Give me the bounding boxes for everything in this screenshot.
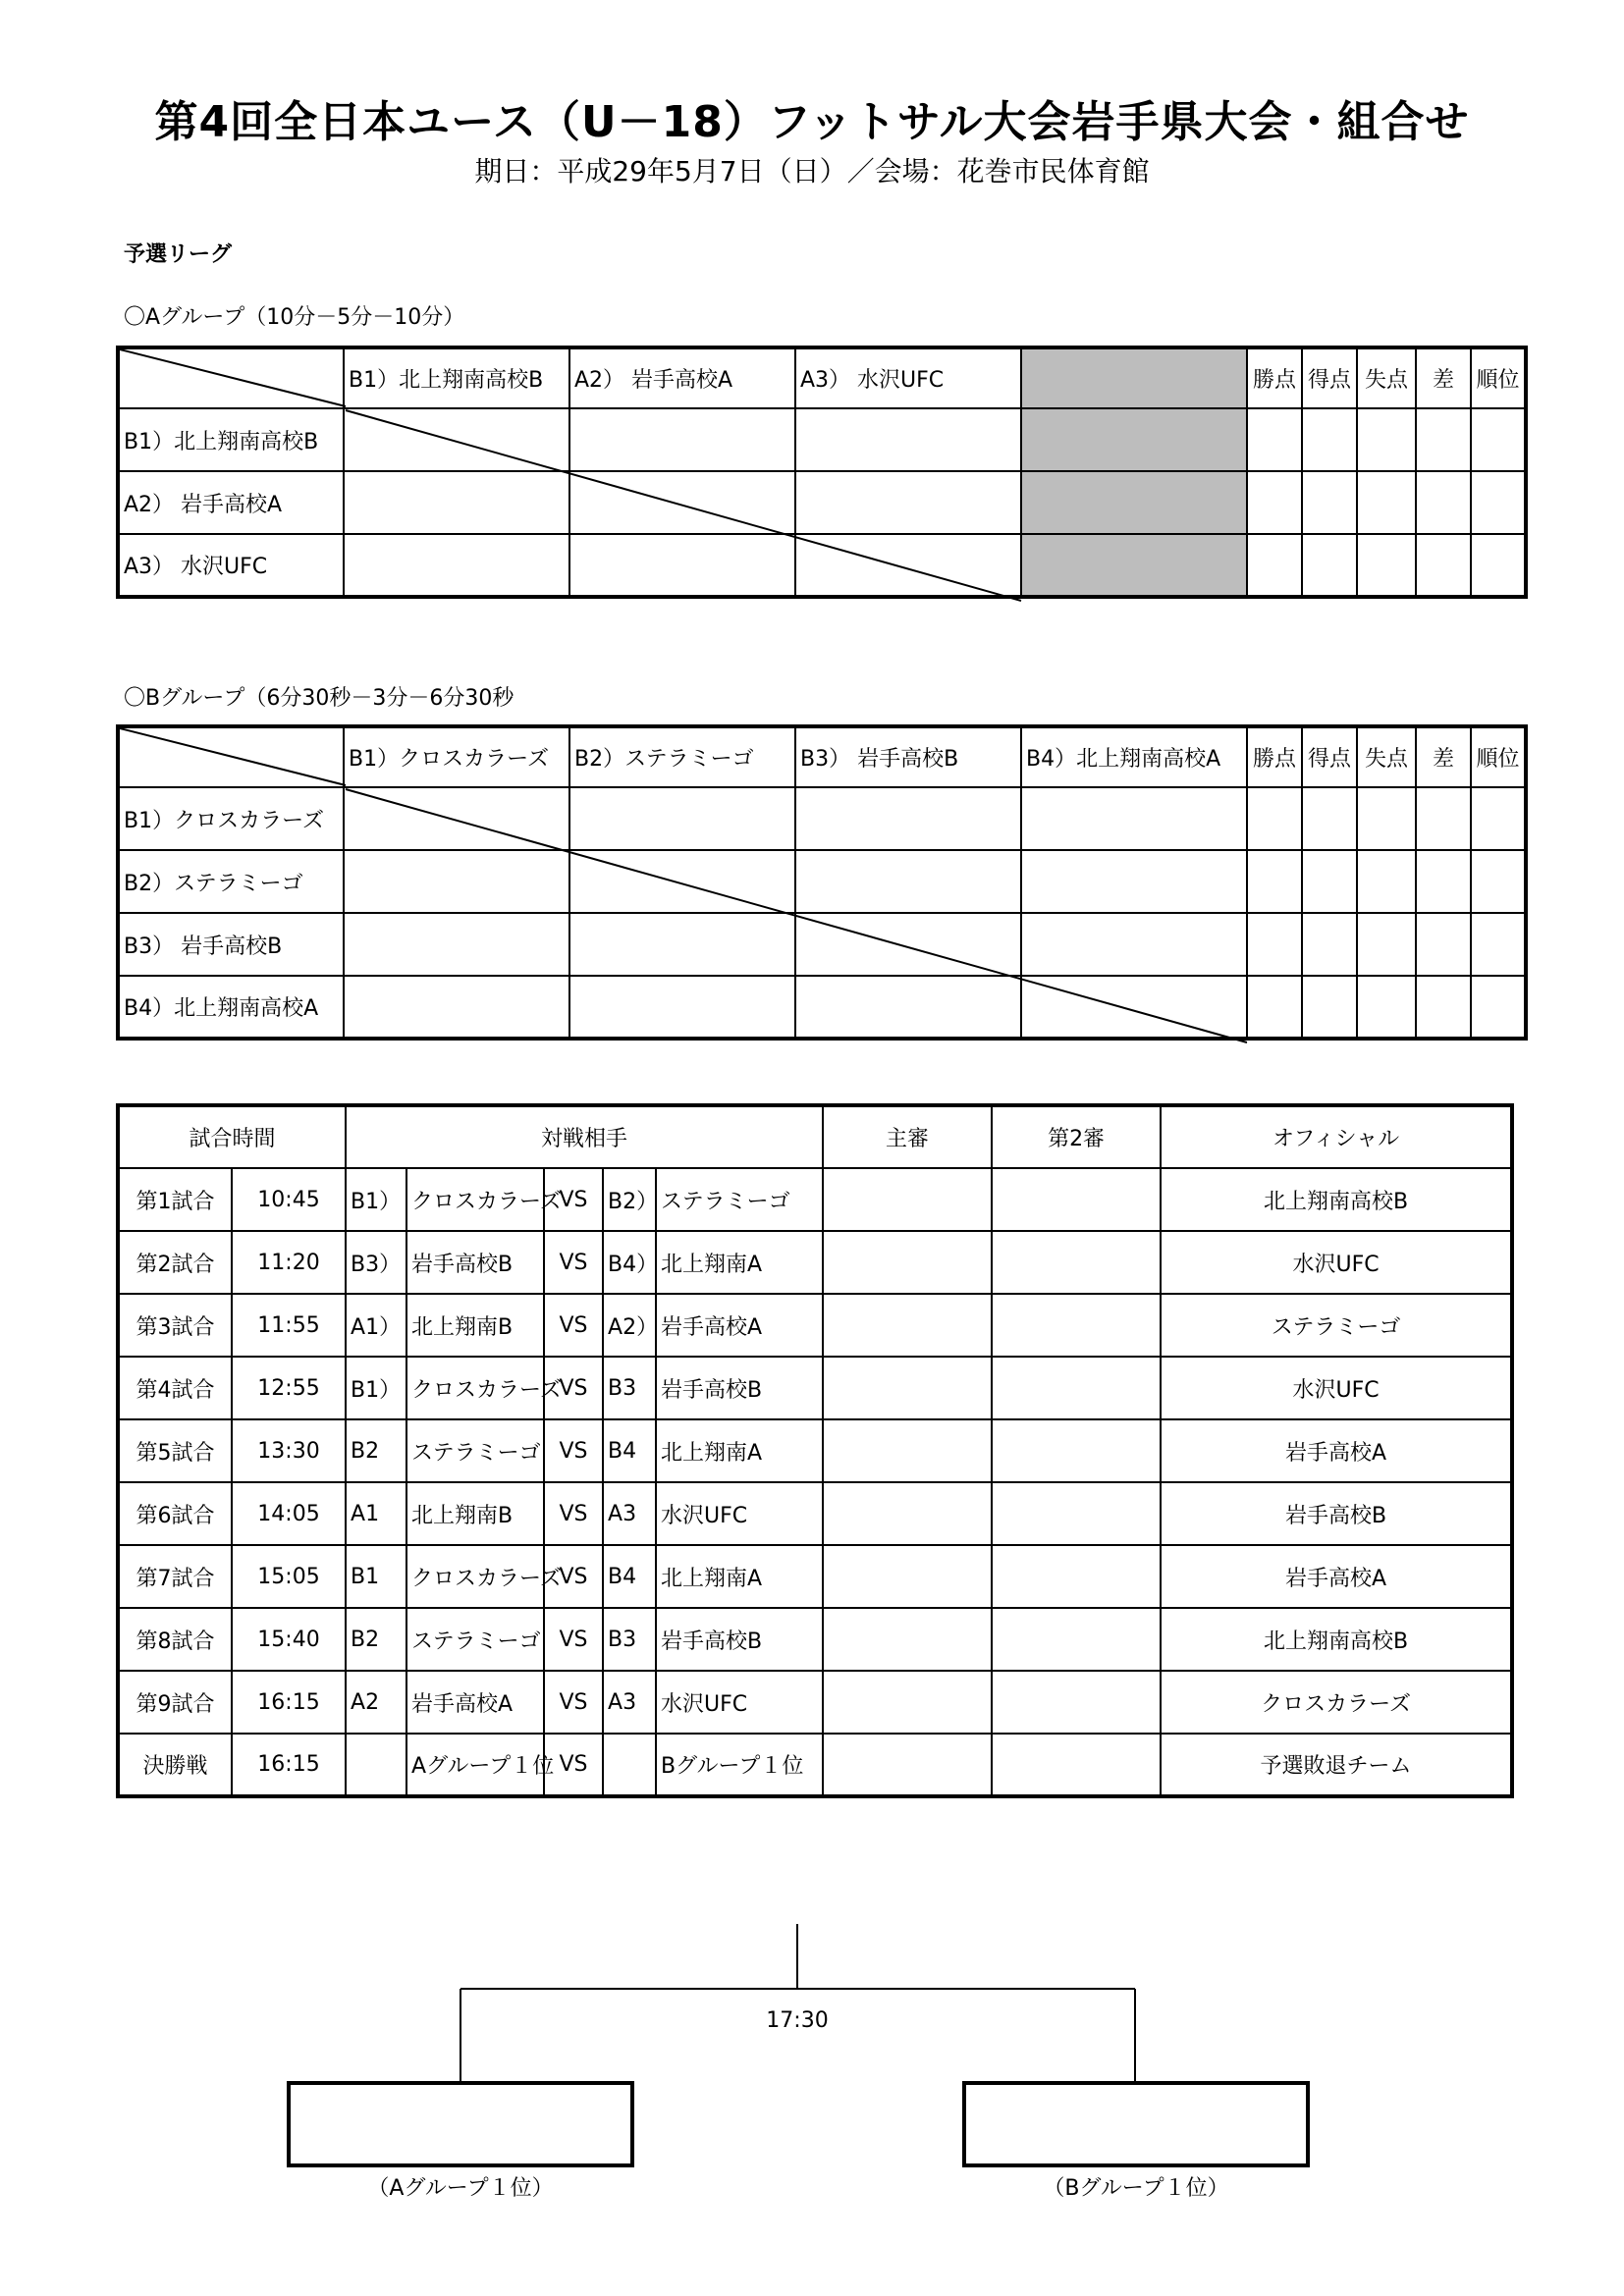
team2-name: 水沢UFC xyxy=(656,1482,823,1545)
group-b-row-header: B4）北上翔南高校A xyxy=(118,976,344,1039)
team2-name: 岩手高校B xyxy=(656,1357,823,1419)
match-time: 11:55 xyxy=(232,1294,346,1357)
match-number: 決勝戦 xyxy=(118,1734,232,1796)
match-number: 第1試合 xyxy=(118,1168,232,1231)
team1-name: ステラミーゴ xyxy=(406,1419,544,1482)
group-a-points-header: 勝点 xyxy=(1247,347,1302,408)
vs-label: VS xyxy=(544,1482,603,1545)
group-b-row-header: B1）クロスカラーズ xyxy=(118,787,344,850)
match-time: 12:55 xyxy=(232,1357,346,1419)
team1-code: A2 xyxy=(346,1671,406,1734)
official-team: 岩手高校A xyxy=(1161,1545,1512,1608)
group-a-goals-against-header: 失点 xyxy=(1357,347,1416,408)
match-number: 第2試合 xyxy=(118,1231,232,1294)
group-a-col-header: A3） 水沢UFC xyxy=(795,347,1021,408)
team2-name: Bグループ１位 xyxy=(656,1734,823,1796)
vs-label: VS xyxy=(544,1419,603,1482)
official-team: クロスカラーズ xyxy=(1161,1671,1512,1734)
group-b-rank-header: 順位 xyxy=(1471,726,1526,787)
group-b-row-header: B2）ステラミーゴ xyxy=(118,850,344,913)
page-subtitle: 期日：平成29年5月7日（日）／会場：花巻市民体育館 xyxy=(474,155,1150,187)
group-b-goals-against-header: 失点 xyxy=(1357,726,1416,787)
team2-code: A3 xyxy=(603,1671,656,1734)
final-team-a-box[interactable] xyxy=(287,2081,634,2167)
group-b-col-header: B3） 岩手高校B xyxy=(795,726,1021,787)
team1-code: B2 xyxy=(346,1419,406,1482)
match-time: 13:30 xyxy=(232,1419,346,1482)
official-team: 岩手高校B xyxy=(1161,1482,1512,1545)
team1-code: A1） xyxy=(346,1294,406,1357)
header-match-time: 試合時間 xyxy=(118,1105,346,1168)
team1-code: B1） xyxy=(346,1168,406,1231)
vs-label: VS xyxy=(544,1545,603,1608)
group-a-row-header: A2） 岩手高校A xyxy=(118,471,344,534)
match-number: 第7試合 xyxy=(118,1545,232,1608)
team2-name: 北上翔南A xyxy=(656,1545,823,1608)
official-team: 予選敗退チーム xyxy=(1161,1734,1512,1796)
header-official: オフィシャル xyxy=(1161,1105,1512,1168)
group-b-col-header: B1）クロスカラーズ xyxy=(344,726,569,787)
group-a-goals-for-header: 得点 xyxy=(1302,347,1357,408)
team2-name: 水沢UFC xyxy=(656,1671,823,1734)
team1-name: 岩手高校A xyxy=(406,1671,544,1734)
team2-code: B4 xyxy=(603,1545,656,1608)
match-number: 第8試合 xyxy=(118,1608,232,1671)
official-team: ステラミーゴ xyxy=(1161,1294,1512,1357)
match-number: 第5試合 xyxy=(118,1419,232,1482)
team2-name: 北上翔南A xyxy=(656,1419,823,1482)
final-team-a-caption: （Aグループ１位） xyxy=(367,2176,554,2201)
team1-code: A1 xyxy=(346,1482,406,1545)
team1-name: 岩手高校B xyxy=(406,1231,544,1294)
team2-code: A2） xyxy=(603,1294,656,1357)
team2-code: B4） xyxy=(603,1231,656,1294)
official-team: 水沢UFC xyxy=(1161,1231,1512,1294)
team1-code: B3） xyxy=(346,1231,406,1294)
vs-label: VS xyxy=(544,1357,603,1419)
official-team: 水沢UFC xyxy=(1161,1357,1512,1419)
group-a-diff-header: 差 xyxy=(1416,347,1471,408)
group-b-row-header: B3） 岩手高校B xyxy=(118,913,344,976)
group-a-label: 〇Aグループ（10分－5分－10分） xyxy=(124,305,465,330)
team2-name: ステラミーゴ xyxy=(656,1168,823,1231)
match-time: 15:05 xyxy=(232,1545,346,1608)
group-a-row-header: A3） 水沢UFC xyxy=(118,534,344,597)
group-a-row-header: B1）北上翔南高校B xyxy=(118,408,344,471)
group-b-diff-header: 差 xyxy=(1416,726,1471,787)
match-time: 16:15 xyxy=(232,1671,346,1734)
header-opponents: 対戦相手 xyxy=(346,1105,823,1168)
official-team: 北上翔南高校B xyxy=(1161,1608,1512,1671)
team2-code: B4 xyxy=(603,1419,656,1482)
section-label: 予選リーグ xyxy=(124,242,233,267)
match-number: 第6試合 xyxy=(118,1482,232,1545)
group-a-col-header: A2） 岩手高校A xyxy=(569,347,795,408)
team1-name: クロスカラーズ xyxy=(406,1168,544,1231)
team1-name: 北上翔南B xyxy=(406,1294,544,1357)
vs-label: VS xyxy=(544,1294,603,1357)
team1-name: クロスカラーズ xyxy=(406,1545,544,1608)
team1-code: B1） xyxy=(346,1357,406,1419)
team1-name: 北上翔南B xyxy=(406,1482,544,1545)
group-b-col-header: B4）北上翔南高校A xyxy=(1021,726,1247,787)
final-team-b-caption: （Bグループ１位） xyxy=(1043,2176,1229,2201)
header-second-referee: 第2審 xyxy=(992,1105,1161,1168)
vs-label: VS xyxy=(544,1734,603,1796)
group-b-points-header: 勝点 xyxy=(1247,726,1302,787)
match-time: 11:20 xyxy=(232,1231,346,1294)
match-time: 16:15 xyxy=(232,1734,346,1796)
group-a-rank-header: 順位 xyxy=(1471,347,1526,408)
team2-code: A3 xyxy=(603,1482,656,1545)
final-team-b-box[interactable] xyxy=(962,2081,1310,2167)
official-team: 岩手高校A xyxy=(1161,1419,1512,1482)
team1-code: B1 xyxy=(346,1545,406,1608)
final-time: 17:30 xyxy=(766,2008,829,2033)
official-team: 北上翔南高校B xyxy=(1161,1168,1512,1231)
group-a-col-header: B1）北上翔南高校B xyxy=(344,347,569,408)
team1-name: Aグループ１位 xyxy=(406,1734,544,1796)
match-time: 15:40 xyxy=(232,1608,346,1671)
team2-name: 岩手高校A xyxy=(656,1294,823,1357)
match-time: 14:05 xyxy=(232,1482,346,1545)
team2-name: 北上翔南A xyxy=(656,1231,823,1294)
team2-code: B3 xyxy=(603,1357,656,1419)
match-number: 第9試合 xyxy=(118,1671,232,1734)
page-title: 第4回全日本ユース（U－18）フットサル大会岩手県大会・組合せ xyxy=(154,97,1470,147)
team1-code: B2 xyxy=(346,1608,406,1671)
group-b-label: 〇Bグループ（6分30秒－3分－6分30秒 xyxy=(124,686,514,711)
vs-label: VS xyxy=(544,1231,603,1294)
team2-code: B3 xyxy=(603,1608,656,1671)
group-b-col-header: B2）ステラミーゴ xyxy=(569,726,795,787)
team1-name: ステラミーゴ xyxy=(406,1608,544,1671)
vs-label: VS xyxy=(544,1608,603,1671)
header-referee: 主審 xyxy=(823,1105,992,1168)
match-time: 10:45 xyxy=(232,1168,346,1231)
team2-code: B2） xyxy=(603,1168,656,1231)
team1-name: クロスカラーズ xyxy=(406,1357,544,1419)
match-number: 第4試合 xyxy=(118,1357,232,1419)
vs-label: VS xyxy=(544,1168,603,1231)
match-number: 第3試合 xyxy=(118,1294,232,1357)
group-b-goals-for-header: 得点 xyxy=(1302,726,1357,787)
vs-label: VS xyxy=(544,1671,603,1734)
team2-name: 岩手高校B xyxy=(656,1608,823,1671)
